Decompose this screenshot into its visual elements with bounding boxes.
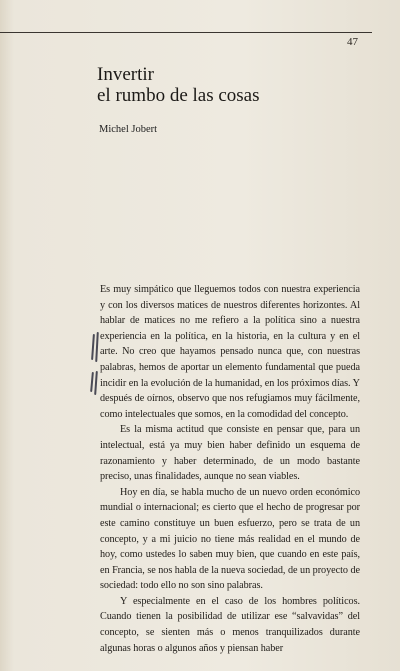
paragraph-2: Es la misma actitud que consiste en pensar que, para un intelectual, está ya muy bien haber definido un esquema de razonamiento y haber determinado, de un modo bastante preciso, unas finalidades, aunque no sean viables. [100,424,360,483]
article-body [100,282,360,656]
article-title [97,64,260,106]
title-line-1: Invertir [97,64,154,85]
paragraph-4: Y especialmente en el caso de los hombres políticos. Cuando tienen la posibilidad de utilizar ese “salvavidas” del concepto, se sienten más o menos tranquilizados durante algunas horas o algunos años y piensan haber [100,595,360,654]
paragraph-3: Hoy en día, se habla mucho de un nuevo orden económico mundial o internacional; es cierto que el hecho de progresar por este camino constituye un buen esfuerzo, pero se trata de un concepto, y a mi juicio no tiene más realidad en el mundo de hoy, como ustedes lo saben muy bien, que cuando en este país, en Francia, se nos habla de la nueva sociedad, de un proyecto de sociedad: todo ello no son sino palabras. [100,486,360,592]
margin-mark [94,371,97,395]
margin-mark [95,332,98,362]
page-number: 47 [347,36,358,48]
title-line-2: el rumbo de las cosas [97,85,260,106]
author-name: Michel Jobert [99,124,158,135]
header-rule [0,32,372,33]
margin-mark [91,334,94,360]
paragraph-1: Es muy simpático que lleguemos todos con nuestra experiencia y con los diversos matices de nuestros diferentes horizontes. Al hablar de matices no me refiero a la política sino a nuestra experiencia en la política, en la historia, en la cultura y en el arte. No creo que hayamos pensado nunca que, con nuestras palabras, hemos de aportar un elemento fundamental que pueda incidir en la evolución de la humanidad, en los próximos días. Y después de oírnos, observo que nos refugiamos muy fácilmente, como intelectuales que somos, en la comodidad del concepto. [100,284,360,420]
margin-mark [90,372,93,392]
